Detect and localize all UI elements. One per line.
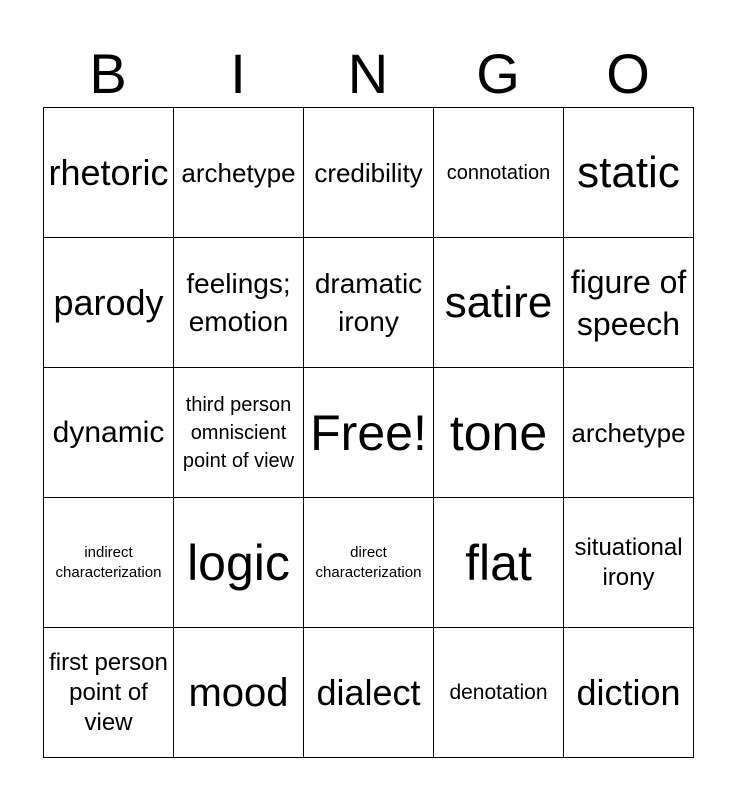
bingo-cell[interactable]	[564, 628, 694, 758]
bingo-grid	[43, 107, 694, 758]
cell-text: feelings; emotion	[186, 267, 291, 337]
bingo-cell[interactable]	[174, 628, 304, 758]
bingo-cell[interactable]	[44, 628, 174, 758]
cell-text: static	[577, 147, 680, 197]
bingo-cell[interactable]	[564, 108, 694, 238]
bingo-cell[interactable]	[434, 628, 564, 758]
cell-text: credibility	[314, 157, 423, 188]
bingo-cell[interactable]	[564, 498, 694, 628]
header-letter-n: N	[347, 42, 389, 105]
bingo-cell[interactable]	[44, 108, 174, 238]
cell-text: first person point of view	[49, 648, 168, 736]
bingo-cell[interactable]	[304, 498, 434, 628]
bingo-cell[interactable]	[434, 498, 564, 628]
cell-text: rhetoric	[48, 151, 169, 193]
cell-text: satire	[444, 277, 553, 327]
cell-text: denotation	[449, 681, 548, 704]
header-letter-g: G	[476, 42, 520, 105]
bingo-header	[43, 42, 693, 106]
cell-text: archetype	[571, 417, 686, 448]
cell-text: situational irony	[574, 533, 683, 591]
bingo-cell[interactable]	[434, 368, 564, 498]
bingo-cell[interactable]	[44, 368, 174, 498]
bingo-cell[interactable]	[564, 368, 694, 498]
cell-text: third person omniscient point of view	[182, 393, 295, 472]
cell-text: archetype	[181, 157, 296, 188]
bingo-cell[interactable]	[304, 108, 434, 238]
bingo-cell[interactable]	[434, 238, 564, 368]
bingo-cell[interactable]	[174, 108, 304, 238]
cell-text: tone	[449, 404, 548, 461]
cell-text: dynamic	[52, 415, 165, 449]
header-letter-b: B	[89, 42, 127, 105]
bingo-cell[interactable]	[304, 368, 434, 498]
cell-text: parody	[53, 281, 164, 323]
bingo-cell[interactable]	[44, 498, 174, 628]
bingo-cell[interactable]	[44, 238, 174, 368]
cell-text: indirect characterization	[55, 543, 162, 581]
bingo-cell[interactable]	[174, 498, 304, 628]
bingo-cell[interactable]	[304, 628, 434, 758]
cell-text: Free!	[310, 404, 427, 461]
bingo-cell[interactable]	[434, 108, 564, 238]
bingo-cell[interactable]	[174, 368, 304, 498]
cell-text: diction	[576, 671, 681, 713]
cell-text: dialect	[316, 671, 421, 713]
bingo-cell[interactable]	[174, 238, 304, 368]
cell-text: flat	[465, 534, 532, 591]
bingo-cell[interactable]	[304, 238, 434, 368]
cell-text: dramatic irony	[314, 267, 423, 337]
cell-text: logic	[187, 534, 290, 591]
bingo-cell[interactable]	[564, 238, 694, 368]
cell-text: direct characterization	[315, 543, 422, 581]
cell-text: connotation	[446, 161, 551, 184]
cell-text: mood	[188, 670, 289, 715]
cell-text: figure of speech	[570, 263, 687, 342]
header-letter-i: I	[230, 42, 246, 105]
header-letter-o: O	[606, 42, 650, 105]
